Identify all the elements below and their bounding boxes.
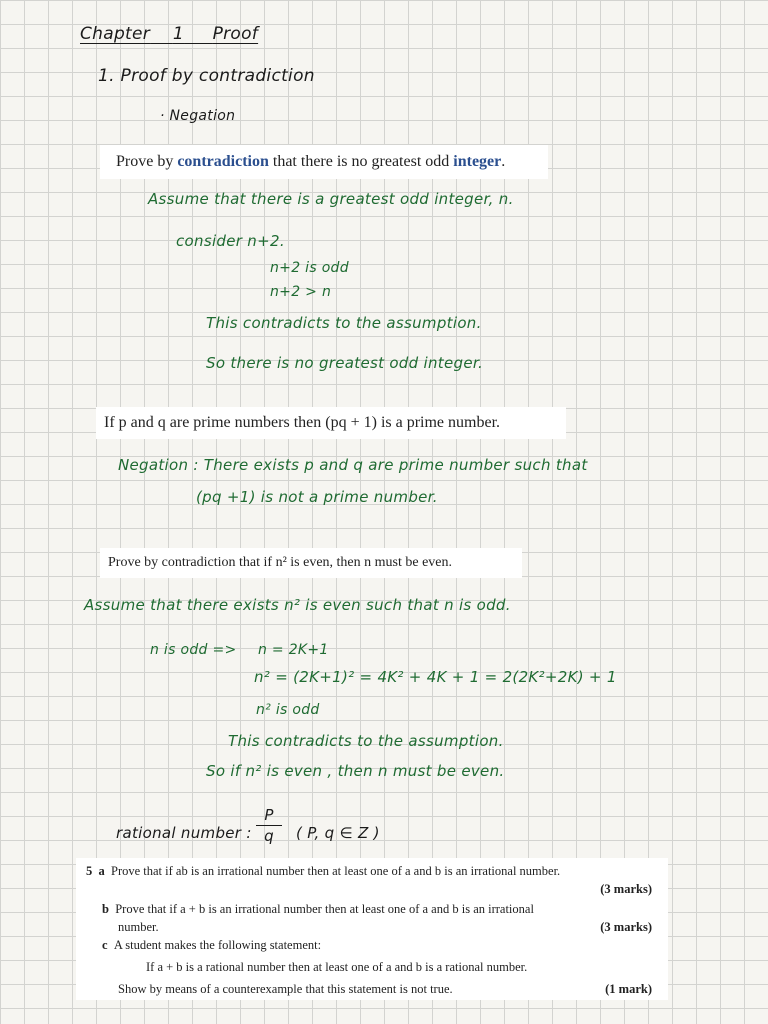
fraction-numerator: P: [264, 806, 274, 824]
q1-after: .: [501, 153, 506, 170]
subtopic: Negation: [169, 108, 236, 124]
q5c-marks: (1 mark): [605, 982, 652, 996]
sol1-line4: n+2 > n: [270, 284, 332, 300]
q5c-text: A student makes the following statement:: [113, 938, 322, 952]
bullet: ·: [160, 108, 165, 124]
section-title: Proof by contradiction: [120, 66, 315, 86]
q5b-row2: number.: [118, 920, 159, 934]
question-5-box: [76, 858, 668, 1000]
sol3-line7: So if n² is even , then n must be even.: [206, 762, 505, 780]
sol1-line5: This contradicts to the assumption.: [206, 314, 482, 332]
chapter-title: Proof: [212, 24, 259, 44]
q5b-row: [102, 902, 534, 917]
section-heading: [98, 66, 315, 86]
chapter-word: Chapter: [80, 24, 151, 44]
q5-number: 5: [86, 864, 93, 878]
sol3-line1: Assume that there exists n² is even such that n is odd.: [84, 596, 511, 614]
subtopic-line: [160, 108, 235, 124]
sol3-line4: n² = (2K+1)² = 4K² + 4K + 1 = 2(2K²+2K) + 1: [254, 668, 617, 686]
rational-fraction: [254, 806, 284, 845]
sol1-line6: So there is no greatest odd integer.: [206, 354, 484, 372]
q5c-row: [102, 938, 321, 953]
q2-text: If p and q are prime numbers then (pq + 1) is a prime number.: [104, 414, 501, 431]
sol2-line2: (pq +1) is not a prime number.: [196, 488, 438, 506]
q5c-statement: If a + b is a rational number then at least one of a and b is a rational number.: [146, 960, 528, 974]
q1-before: Prove by: [116, 153, 174, 170]
keyword-integer: integer: [453, 153, 502, 170]
q5c-row2: Show by means of a counterexample that this statement is not true.: [118, 982, 453, 996]
question-box-1: [100, 145, 548, 179]
q3-text: Prove by contradiction that if n² is even, then n must be even.: [108, 555, 453, 570]
q5b-marks: (3 marks): [600, 920, 652, 934]
sol3-line6: This contradicts to the assumption.: [228, 732, 504, 750]
section-number: 1.: [98, 66, 115, 86]
sol1-line1: Assume that there is a greatest odd integer, n.: [148, 190, 514, 208]
rational-label: rational number :: [116, 824, 252, 842]
fraction-bar: [256, 825, 282, 826]
question-box-2: [96, 407, 566, 439]
q5a-row: [86, 864, 560, 879]
q5a-marks: (3 marks): [600, 882, 652, 896]
q1-middle: that there is no greatest odd: [272, 153, 450, 170]
chapter-number: 1: [172, 24, 185, 44]
sol3-line5: n² is odd: [256, 702, 320, 718]
keyword-contradiction: contradiction: [177, 153, 269, 170]
sol1-line2: consider n+2.: [176, 232, 285, 250]
q5a-letter: a: [98, 864, 105, 878]
question-box-3: [100, 548, 522, 578]
q5c-letter: c: [102, 938, 108, 952]
sol3-line3: n = 2K+1: [258, 642, 329, 658]
sol1-line3: n+2 is odd: [270, 260, 349, 276]
q5b-letter: b: [102, 902, 109, 916]
fraction-denominator: q: [264, 827, 274, 845]
q5b-text: Prove that if a + b is an irrational number then at least one of a and b is an irrational: [115, 902, 534, 916]
rational-condition: ( P, q ∈ Z ): [296, 824, 380, 842]
sol3-line2: n is odd =>: [150, 642, 237, 658]
chapter-heading: [80, 24, 258, 44]
sol2-line1: Negation : There exists p and q are prime number such that: [118, 456, 588, 474]
q5a-text: Prove that if ab is an irrational number then at least one of a and b is an irrational number.: [111, 864, 561, 878]
